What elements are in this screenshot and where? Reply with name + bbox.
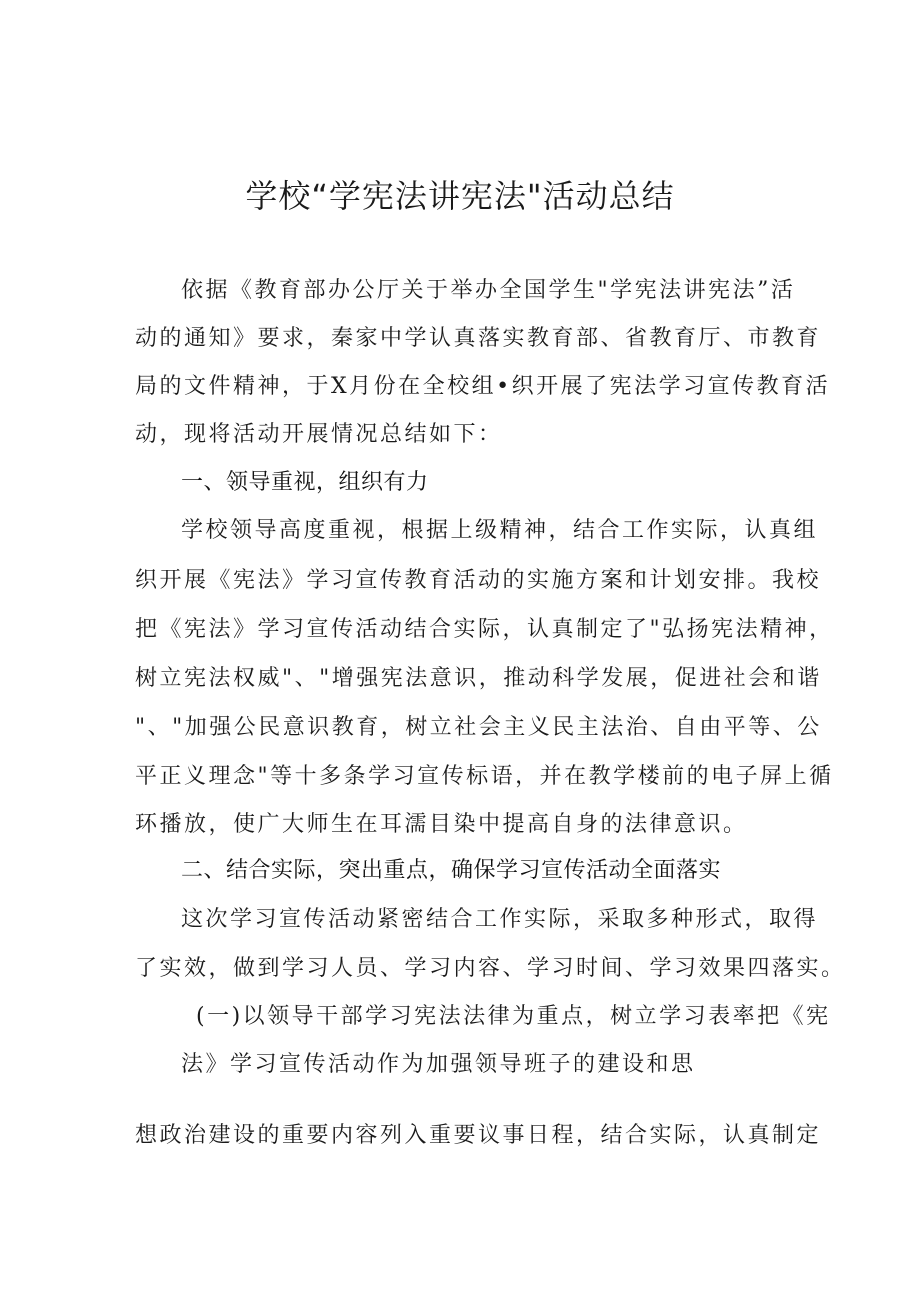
intro-line-2: 动的通知》要求，秦家中学认真落实教育部、省教育厅、市教育	[135, 326, 822, 351]
intro-line-1: 依据《教育部办公厅关于举办全国学生"学宪法讲宪法”活	[181, 278, 796, 303]
section-1-line-7: 环播放，使广大师生在耳濡目染中提高自身的法律意识。	[135, 812, 748, 837]
subsection-1-line-1: (一)以领导干部学习宪法法律为重点，树立学习表率把《宪	[196, 1004, 831, 1029]
section-2-line-2: 了实效，做到学习人员、学习内容、学习时间、学习效果四落实。	[135, 956, 846, 981]
section-1-line-4: 树立宪法权威"、"增强宪法意识，推动科学发展，促进社会和谐	[135, 666, 822, 691]
section-2-heading: 二、结合实际，突出重点，确保学习宣传活动全面落实	[181, 858, 722, 883]
section-1-line-1: 学校领导高度重视，根据上级精神，结合工作实际，认真组	[181, 518, 819, 543]
document-title: 学校“学宪法讲宪法"活动总结	[245, 177, 675, 215]
tail-line-1: 想政治建设的重要内容列入重要议事日程，结合实际，认真制定	[135, 1123, 822, 1148]
section-1-line-6: 平正义理念"等十多条学习宣传标语，并在教学楼前的电子屏上循	[135, 764, 834, 789]
section-2-line-1: 这次学习宣传活动紧密结合工作实际，采取多种形式，取得	[181, 907, 819, 932]
intro-line-3: 局的文件精神，于X月份在全校组•织开展了宪法学习宣传教育活	[135, 374, 831, 399]
subsection-1-line-2: 法》学习宣传活动作为加强领导班子的建设和思	[181, 1052, 696, 1077]
section-1-line-2: 织开展《宪法》学习宣传教育活动的实施方案和计划安排。我校	[135, 568, 822, 593]
section-1-line-5: "、"加强公民意识教育，树立社会主义民主法治、自由平等、公	[135, 715, 822, 740]
section-1-heading: 一、领导重视，组织有力	[181, 470, 429, 495]
section-1-line-3: 把《宪法》学习宣传活动结合实际，认真制定了"弘扬宪法精神，	[135, 617, 834, 642]
intro-line-4: 动，现将活动开展情况总结如下：	[135, 422, 503, 447]
